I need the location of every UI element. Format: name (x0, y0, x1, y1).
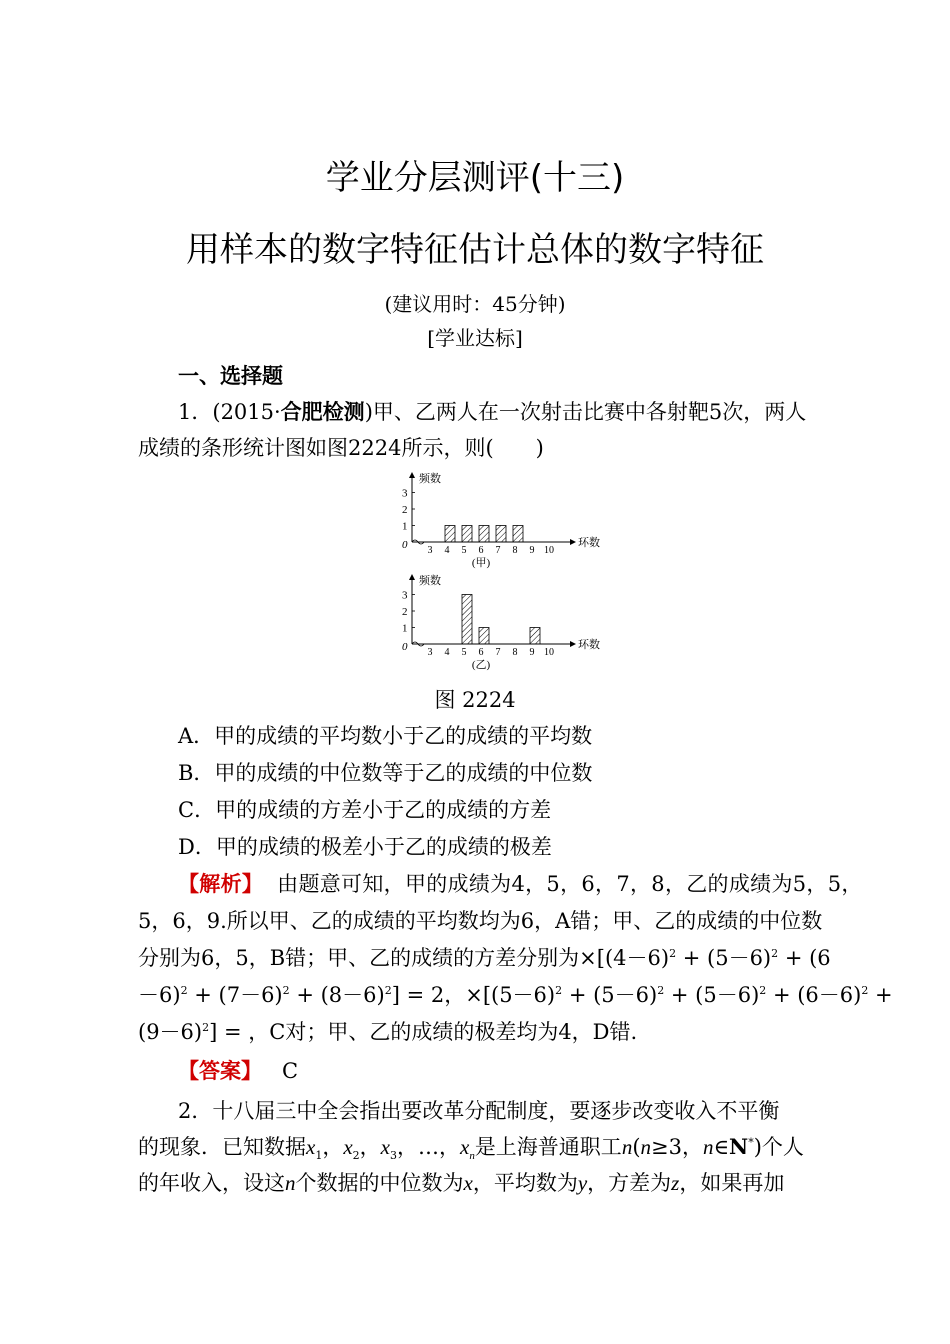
q2-line3: 的年收入，设这n个数据的中位数为x，平均数为y，方差为z，如果再加 (138, 1171, 785, 1195)
level-label: [学业达标] (427, 326, 523, 350)
y-axis-label: 频数 (419, 575, 441, 587)
x-tick-label: 6 (478, 545, 484, 556)
bar (479, 526, 489, 543)
analysis-label: 【解析】 (178, 872, 264, 896)
x-tick-label: 6 (478, 647, 484, 658)
x-axis-arrow (570, 641, 576, 647)
x-tick-label: 8 (512, 647, 518, 658)
q2-line2: 的现象．已知数据$x_1$，$x_2$，$x_3$，…，$x_n$是上海普通职工n(n≥3，n∈N*)个人 (138, 1134, 804, 1163)
origin-label: 0 (402, 539, 408, 551)
x-tick-label: 10 (544, 545, 554, 556)
y-tick-label: 3 (402, 487, 408, 500)
bar (462, 595, 472, 645)
page-title: 学业分层测评(十三) (325, 158, 625, 198)
bar (513, 526, 523, 543)
chart-title: (乙) (471, 659, 491, 671)
bar (496, 526, 506, 543)
page-subtitle: 用样本的数字特征估计总体的数字特征 (186, 230, 764, 270)
answer-label: 【答案】 (178, 1059, 262, 1083)
analysis-line3: 分别为6，5，B错；甲、乙的成绩的方差分别为$\times[(4-6)^2 + (5-6)^2 + (6$ (138, 946, 831, 970)
chart-yi (392, 572, 602, 672)
origin-label: 0 (402, 641, 408, 653)
x-tick-label: 7 (495, 647, 501, 658)
analysis-line4: $-6)^2 + (7-6)^2 + (8-6)^2] = 2$，$\times[(5-6)^2 + (5-6)^2 + (5-6)^2 + (6-6)^2$ + (138, 983, 893, 1007)
x-axis-label: 环数 (578, 537, 600, 549)
chart-jia (392, 470, 602, 570)
option-c: C．甲的成绩的方差小于乙的成绩的方差 (178, 798, 552, 822)
option-a: A．甲的成绩的平均数小于乙的成绩的平均数 (178, 724, 593, 748)
y-axis-label: 频数 (419, 473, 441, 485)
y-axis-arrow (409, 472, 415, 478)
x-tick-label: 4 (444, 545, 450, 556)
figure-caption: 图 2224 (434, 688, 516, 712)
section-heading: 一、选择题 (178, 364, 283, 388)
analysis-line1: 【解析】 由题意可知，甲的成绩为4，5，6，7，8，乙的成绩为5，5， (178, 872, 863, 896)
answer-line (178, 1055, 818, 1085)
x-axis-label: 环数 (578, 639, 600, 651)
x-tick-label: 3 (427, 647, 433, 658)
x-tick-label: 8 (512, 545, 518, 556)
x-tick-label: 5 (461, 545, 467, 556)
time-note: (建议用时：45分钟) (384, 292, 566, 316)
chart-title: (甲) (471, 557, 491, 569)
x-tick-label: 9 (529, 545, 535, 556)
answer-value: C (282, 1059, 299, 1083)
y-tick-label: 3 (402, 589, 408, 602)
q1-stem-line2: 成绩的条形统计图如图2224所示，则( ) (138, 436, 544, 460)
bar (479, 628, 489, 645)
x-tick-label: 3 (427, 545, 433, 556)
q1-stem-line1: 1．(2015·合肥检测)甲、乙两人在一次射击比赛中各射靶5次，两人 (178, 400, 807, 424)
y-tick-label: 1 (402, 520, 408, 533)
option-d: D．甲的成绩的极差小于乙的成绩的极差 (178, 835, 552, 859)
bar (445, 526, 455, 543)
y-tick-label: 2 (402, 504, 408, 516)
option-b: B．甲的成绩的中位数等于乙的成绩的中位数 (178, 761, 593, 785)
x-tick-label: 7 (495, 545, 501, 556)
analysis-line5: $(9-6)^2$] = ，C对；甲、乙的成绩的极差均为4，D错. (138, 1020, 638, 1044)
bar (462, 526, 472, 543)
bar (530, 628, 540, 645)
y-tick-label: 2 (402, 606, 408, 618)
x-tick-label: 4 (444, 647, 450, 658)
x-tick-label: 10 (544, 647, 554, 658)
y-tick-label: 1 (402, 622, 408, 635)
x-tick-label: 5 (461, 647, 467, 658)
analysis-line2: 5，6，9.所以甲、乙的成绩的平均数均为6，A错；甲、乙的成绩的中位数 (138, 909, 823, 933)
x-axis-arrow (570, 539, 576, 545)
x-tick-label: 9 (529, 647, 535, 658)
q2-line1: 2．十八届三中全会指出要改革分配制度，要逐步改变收入不平衡 (178, 1099, 780, 1123)
y-axis-arrow (409, 574, 415, 580)
